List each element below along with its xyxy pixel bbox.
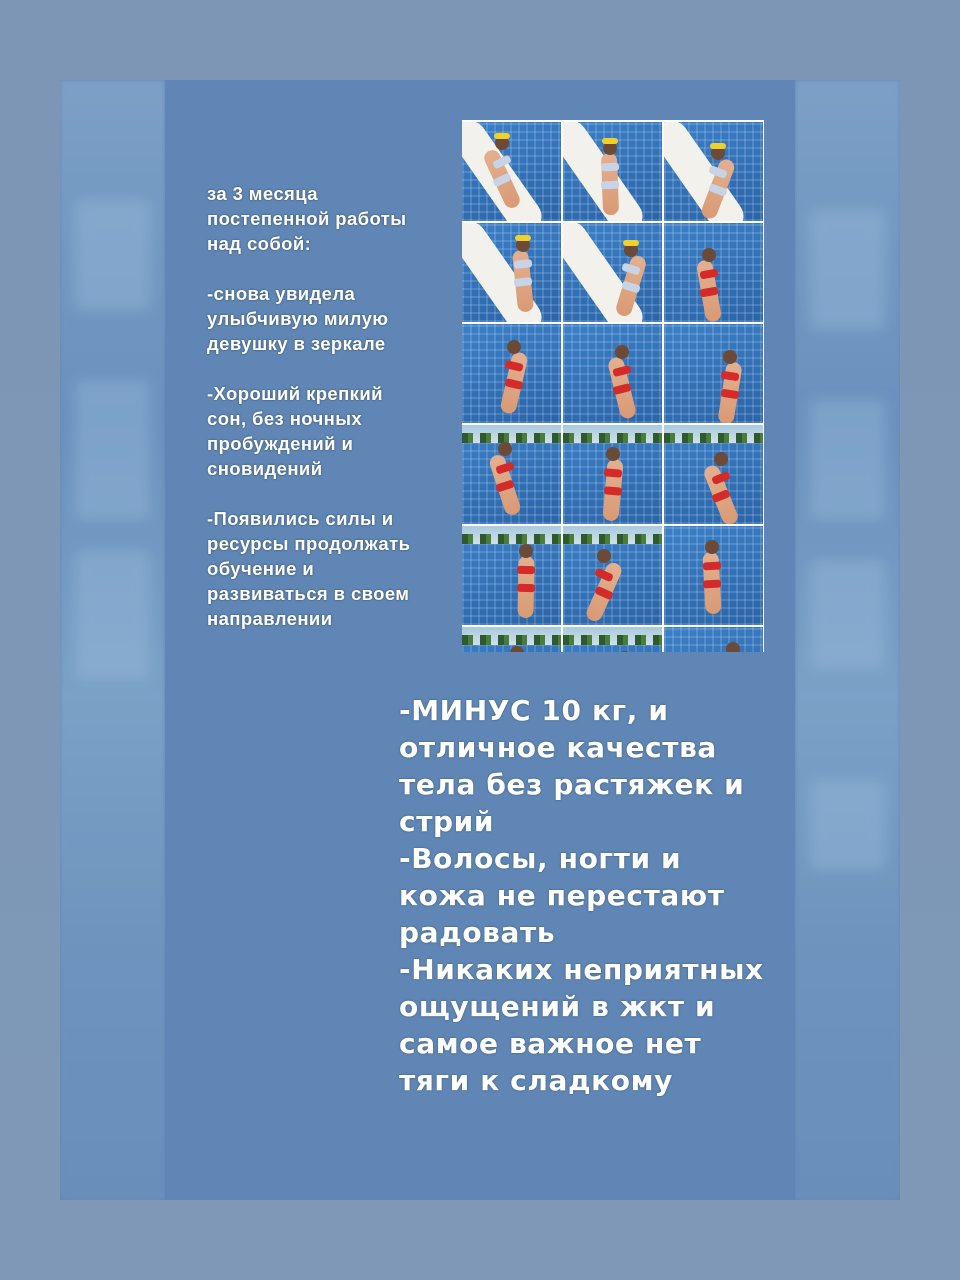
right-blurred-edge bbox=[795, 80, 900, 1200]
story-card bbox=[60, 80, 900, 1200]
collage-photo bbox=[563, 122, 662, 221]
collage-photo bbox=[664, 526, 763, 625]
intro-text: за 3 месяца постепенной работы над собой: -снова увидела улыбчивую милую девушку в зеркале -Хороший крепкий сон, без ночных пробуждений и сновидений -Появились силы и ресурсы продолжать обучение и развиваться в своем направлении bbox=[207, 183, 411, 629]
collage-photo bbox=[462, 526, 561, 625]
collage-photo bbox=[462, 223, 561, 322]
photo-collage bbox=[462, 120, 764, 652]
collage-photo bbox=[563, 425, 662, 524]
collage-photo bbox=[462, 324, 561, 423]
collage-photo bbox=[664, 627, 763, 652]
collage-photo bbox=[563, 223, 662, 322]
collage-photo bbox=[664, 324, 763, 423]
left-blurred-edge bbox=[60, 80, 165, 1200]
collage-photo bbox=[664, 425, 763, 524]
collage-photo bbox=[563, 526, 662, 625]
collage-photo bbox=[462, 122, 561, 221]
collage-photo bbox=[462, 425, 561, 524]
collage-photo bbox=[664, 223, 763, 322]
collage-photo bbox=[563, 324, 662, 423]
collage-photo bbox=[563, 627, 662, 652]
main-results-text: -МИНУС 10 кг, и отличное качества тела без растяжек и стрий -Волосы, ногти и кожа не перестают радовать -Никаких неприятных ощущений в жкт и самое важное нет тяги к сладкому bbox=[399, 694, 764, 1097]
collage-photo bbox=[462, 627, 561, 652]
collage-photo bbox=[664, 122, 763, 221]
